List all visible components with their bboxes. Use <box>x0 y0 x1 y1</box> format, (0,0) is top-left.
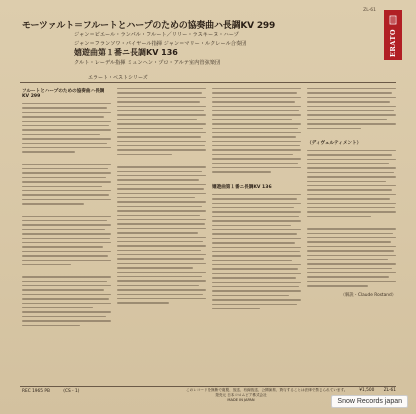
text-line <box>117 136 201 137</box>
text-line <box>212 145 300 146</box>
text-line <box>212 238 301 239</box>
text-line <box>117 101 200 102</box>
performers-line-1: ジャン＝ピエール・ランパル・フルート／リリー・ラスキーヌ・ハープ <box>74 32 239 38</box>
text-line <box>307 181 386 182</box>
text-line <box>22 190 111 191</box>
text-line <box>307 241 391 242</box>
text-line <box>22 224 111 225</box>
liner-column-3 <box>212 88 301 382</box>
text-line <box>22 143 107 144</box>
text-line <box>117 171 202 172</box>
text-line <box>212 251 300 252</box>
text-line <box>212 97 301 98</box>
text-line <box>212 264 301 265</box>
text-line <box>117 237 206 238</box>
text-line <box>307 167 396 168</box>
text-line <box>117 132 206 133</box>
text-line <box>22 125 109 126</box>
text-line <box>117 128 203 129</box>
text-line <box>307 163 389 164</box>
text-line <box>307 263 396 264</box>
text-line <box>307 272 396 273</box>
text-line <box>212 101 295 102</box>
text-line <box>117 154 172 155</box>
text-line <box>212 225 291 226</box>
text-line <box>117 179 199 180</box>
text-line <box>22 285 111 286</box>
text-line <box>117 302 169 303</box>
text-line <box>117 119 197 120</box>
catalog-code: ZL-61 <box>383 388 396 393</box>
text-line <box>212 171 271 172</box>
catalog-number: ZL-61 <box>363 8 376 13</box>
text-line <box>117 223 205 224</box>
text-line <box>22 186 102 187</box>
text-line <box>307 233 393 234</box>
text-line <box>117 141 206 142</box>
text-line <box>212 114 301 115</box>
text-line <box>22 251 111 252</box>
text-line <box>307 228 396 229</box>
text-line <box>212 110 299 111</box>
text-line <box>307 128 361 129</box>
text-line <box>117 188 204 189</box>
text-line <box>307 198 390 199</box>
text-line <box>22 116 104 117</box>
text-line <box>117 166 206 167</box>
text-line <box>22 177 106 178</box>
text-line <box>307 92 392 93</box>
text-line <box>22 320 111 321</box>
text-line <box>117 245 206 246</box>
text-line <box>117 294 203 295</box>
text-line <box>307 106 396 107</box>
text-line <box>22 199 111 200</box>
text-line <box>22 203 84 204</box>
text-line <box>22 107 107 108</box>
footer-left <box>22 388 91 394</box>
copyright-notice: このレコードを無断で複製、放送、有線放送、公開演奏、貸与することは法律で禁じられています。 <box>186 388 348 392</box>
text-line <box>22 229 105 230</box>
text-line <box>307 237 396 238</box>
text-line <box>117 289 206 290</box>
text-line <box>22 264 71 265</box>
made-in: MADE IN JAPAN <box>227 398 255 402</box>
text-line <box>117 215 200 216</box>
text-line <box>117 197 195 198</box>
text-line <box>22 194 109 195</box>
text-line <box>22 238 110 239</box>
text-line <box>22 289 104 290</box>
text-line <box>22 281 107 282</box>
text-line <box>22 129 111 130</box>
text-line <box>212 304 297 305</box>
text-line <box>212 163 298 164</box>
text-line <box>212 154 293 155</box>
text-line <box>307 154 392 155</box>
text-line <box>22 260 111 261</box>
text-line <box>307 159 396 160</box>
text-line <box>22 172 111 173</box>
text-line <box>117 210 206 211</box>
text-line <box>22 316 106 317</box>
text-line <box>212 167 301 168</box>
text-line <box>212 295 289 296</box>
text-line <box>22 303 111 304</box>
text-line <box>22 134 100 135</box>
text-line <box>212 229 301 230</box>
commentary-credit: （解説・Claude Rostand） <box>340 292 396 298</box>
text-line <box>307 101 390 102</box>
text-line <box>212 149 301 150</box>
text-line <box>307 185 396 186</box>
text-line <box>22 220 107 221</box>
text-line <box>22 103 111 104</box>
text-line <box>117 263 206 264</box>
text-line <box>117 92 202 93</box>
text-line <box>212 260 292 261</box>
watermark-label: Snow Records japan <box>331 395 408 408</box>
text-line <box>22 298 109 299</box>
text-line <box>307 123 396 124</box>
text-line <box>307 281 396 282</box>
text-line <box>307 246 396 247</box>
text-line <box>22 168 108 169</box>
text-line <box>212 106 301 107</box>
text-line <box>117 250 201 251</box>
text-line <box>307 194 396 195</box>
text-line <box>22 276 111 277</box>
text-line <box>117 184 206 185</box>
text-line <box>212 207 294 208</box>
section-heading: 嬉遊曲第１番ニ長調KV 136 <box>212 184 272 190</box>
text-line <box>117 114 206 115</box>
top-divider <box>20 82 396 83</box>
text-line <box>117 110 204 111</box>
text-line <box>212 220 301 221</box>
text-line <box>117 123 206 124</box>
text-line <box>22 246 103 247</box>
text-line <box>307 172 394 173</box>
text-line <box>22 233 111 234</box>
text-line <box>212 233 297 234</box>
text-line <box>117 201 206 202</box>
performers-line-3: クルト・レーデル指揮 ミュンヘン・プロ・アルテ室内管弦楽団 <box>74 60 221 66</box>
text-line <box>212 290 301 291</box>
text-line <box>22 121 111 122</box>
text-line <box>212 268 298 269</box>
text-line <box>307 250 394 251</box>
text-line <box>307 119 387 120</box>
text-line <box>22 307 93 308</box>
text-line <box>212 247 301 248</box>
text-line <box>22 164 111 165</box>
emblem-icon <box>389 15 397 25</box>
text-line <box>307 88 396 89</box>
text-line <box>117 175 206 176</box>
sub-title: 嬉遊曲第１番ニ長調KV 136 <box>74 48 178 57</box>
text-line <box>307 189 392 190</box>
text-line <box>117 193 206 194</box>
text-line <box>22 138 111 139</box>
bottom-divider <box>20 386 396 387</box>
text-line <box>212 203 301 204</box>
text-line <box>117 241 203 242</box>
text-line <box>212 282 301 283</box>
price: ¥1,500 <box>359 388 375 393</box>
text-line <box>307 276 389 277</box>
text-line <box>307 207 395 208</box>
erato-logo <box>384 10 402 60</box>
liner-column-1 <box>22 88 111 382</box>
text-line <box>212 299 301 300</box>
text-line <box>22 255 108 256</box>
text-line <box>117 149 206 150</box>
text-line <box>307 114 396 115</box>
text-line <box>22 112 111 113</box>
text-line <box>117 106 206 107</box>
text-line <box>307 216 371 217</box>
text-line <box>307 259 388 260</box>
text-line <box>212 123 301 124</box>
text-line <box>22 242 111 243</box>
text-line <box>212 273 301 274</box>
series-name: エラート・ベストシリーズ <box>88 75 148 81</box>
text-line <box>212 211 301 212</box>
text-line <box>307 255 396 256</box>
text-line <box>117 88 206 89</box>
text-line <box>117 267 193 268</box>
text-line <box>212 141 301 142</box>
text-line <box>212 242 295 243</box>
text-line <box>307 285 368 286</box>
text-line <box>22 325 80 326</box>
section-heading: （ディヴェルティメント） <box>307 140 362 146</box>
text-line <box>212 277 296 278</box>
rec-code: REC 1965 PB <box>22 389 50 394</box>
text-line <box>307 176 396 177</box>
text-line <box>22 147 111 148</box>
logo-text: ERATO <box>389 28 397 57</box>
text-line <box>117 280 206 281</box>
text-line <box>212 158 301 159</box>
main-title: モーツァルト＝フルートとハープのための協奏曲ハ長調KV 299 <box>22 21 276 31</box>
text-line <box>307 150 396 151</box>
text-line <box>212 132 301 133</box>
text-line <box>117 232 198 233</box>
text-line <box>117 285 199 286</box>
text-line <box>22 294 111 295</box>
text-line <box>307 268 392 269</box>
text-line <box>212 88 301 89</box>
text-line <box>307 97 396 98</box>
section-heading: フルートとハープのための協奏曲ハ長調KV 299 <box>22 89 105 99</box>
text-line <box>212 92 297 93</box>
text-line <box>117 97 206 98</box>
text-line <box>212 286 299 287</box>
text-line <box>307 203 396 204</box>
text-line <box>117 272 206 273</box>
text-line <box>117 298 206 299</box>
performers-line-2: ジャン＝フランソワ・パイヤール指揮 ジャン＝マリー・ルクレール合奏団 <box>74 41 247 47</box>
footer-right <box>351 388 396 393</box>
footer-center <box>186 388 348 403</box>
text-line <box>212 255 301 256</box>
text-line <box>307 110 394 111</box>
text-line <box>307 211 396 212</box>
text-line <box>212 194 301 195</box>
liner-column-2 <box>117 88 206 382</box>
text-line <box>212 198 297 199</box>
text-line <box>212 128 298 129</box>
text-line <box>22 151 75 152</box>
text-line <box>22 181 111 182</box>
publisher: 発売元 日本コロムビア株式会社 <box>215 393 267 397</box>
text-line <box>117 145 205 146</box>
text-line <box>212 136 296 137</box>
rec-code-2: (CS・1) <box>63 389 80 394</box>
liner-column-4 <box>307 88 396 382</box>
text-line <box>212 119 292 120</box>
text-line <box>22 216 111 217</box>
text-line <box>212 216 299 217</box>
text-line <box>117 206 202 207</box>
text-line <box>117 219 206 220</box>
text-line <box>22 311 111 312</box>
text-line <box>117 258 204 259</box>
text-line <box>117 228 206 229</box>
text-line <box>212 308 260 309</box>
text-line <box>117 254 206 255</box>
liner-notes-columns <box>22 88 396 382</box>
text-line <box>117 276 202 277</box>
